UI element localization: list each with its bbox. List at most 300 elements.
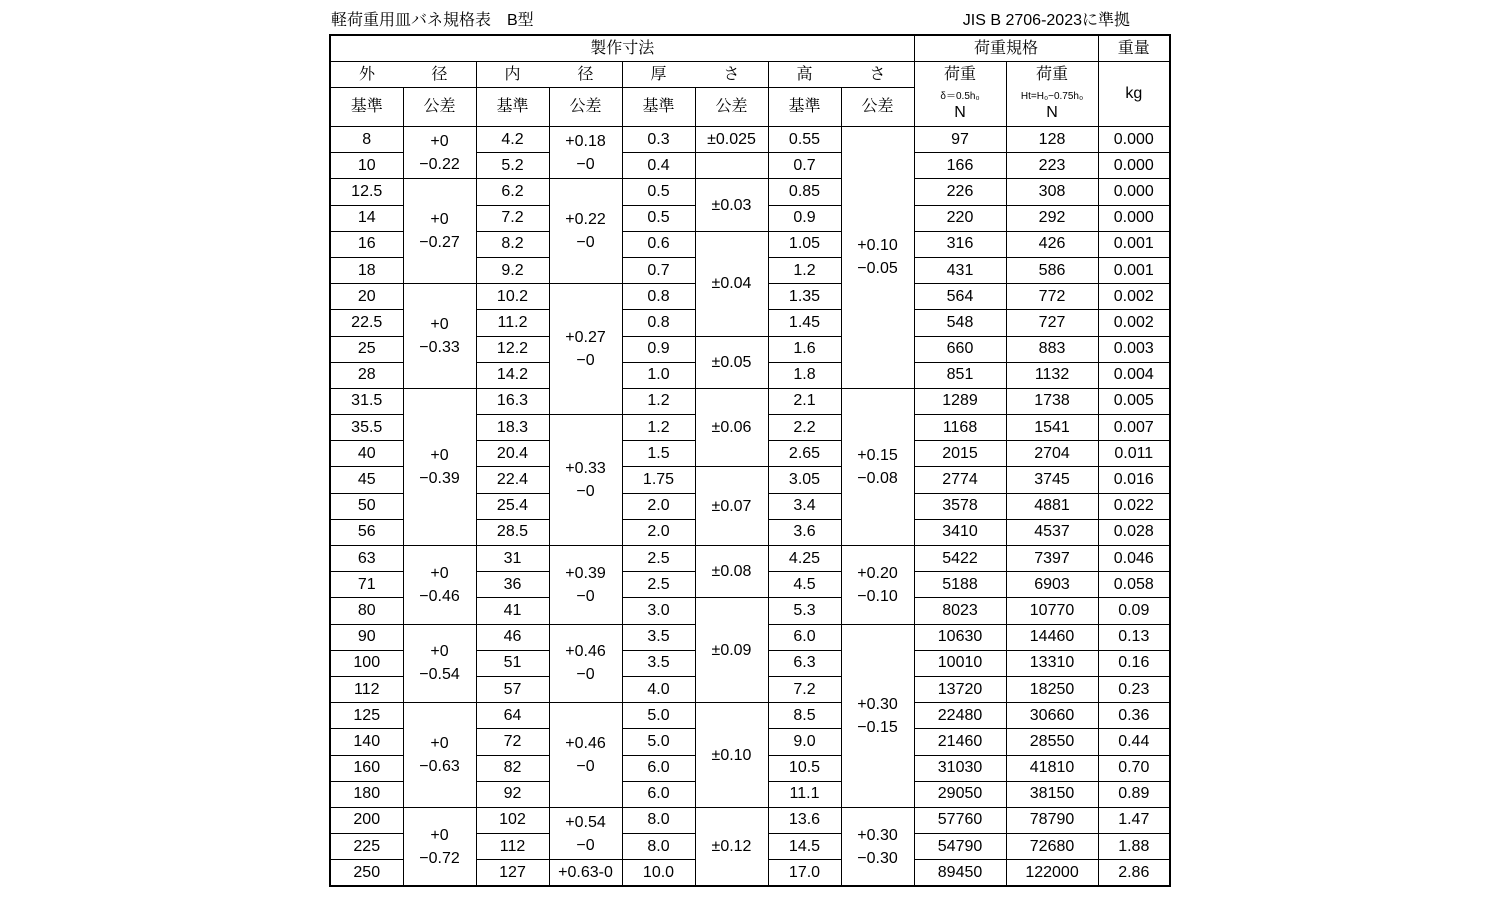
h-tolerance-value: +0.30: [857, 826, 898, 844]
load2-unit: N: [1046, 103, 1058, 121]
thickness-value: 8.0: [622, 834, 695, 860]
od-tolerance-value: +0: [430, 316, 449, 333]
id-tolerance-value: −0: [576, 352, 595, 370]
weight-value: 0.046: [1098, 546, 1170, 572]
height-value: 2.2: [768, 415, 841, 441]
id-tolerance-value: +0.33: [565, 460, 606, 478]
height-value: 14.5: [768, 834, 841, 860]
load1-value: 13720: [914, 676, 1006, 702]
outer-diameter-value: 50: [330, 493, 403, 519]
thickness-value: 1.2: [622, 388, 695, 414]
od-basis-header: 基準: [330, 88, 403, 127]
weight-value: 0.000: [1098, 205, 1170, 231]
thickness-value: 2.5: [622, 572, 695, 598]
t-tolerance-value: ±0.07: [711, 497, 752, 515]
t-tolerance-value: ±0.08: [711, 563, 752, 581]
od-tolerance-value: +0: [430, 643, 449, 661]
load2-value: 2704: [1006, 441, 1098, 467]
inner-diameter-value: 102: [476, 807, 549, 833]
h-basis-header: 基準: [768, 88, 841, 127]
outer-diameter-value: 100: [330, 650, 403, 676]
thickness-value: 2.5: [622, 546, 695, 572]
header-row-3: [330, 88, 1170, 127]
t-tolerance-value: ±0.10: [711, 746, 752, 764]
weight-value: 1.47: [1098, 807, 1170, 833]
inner-diameter-value: 36: [476, 572, 549, 598]
inner-diameter-value: 16.3: [476, 388, 549, 414]
load2-value: 78790: [1006, 807, 1098, 833]
table-title: 軽荷重用皿バネ規格表 B型: [331, 12, 534, 29]
id-tolerance-value: −0: [576, 758, 595, 775]
t-tolerance-cell: [695, 546, 768, 598]
height-value: 3.4: [768, 493, 841, 519]
h-tolerance-cell: [841, 546, 914, 625]
id-tolerance-value: +0.46: [565, 643, 606, 661]
height-value: 0.55: [768, 127, 841, 153]
outer-diameter-value: 125: [330, 703, 403, 729]
height-value: 0.85: [768, 179, 841, 205]
weight-value: 0.23: [1098, 676, 1170, 702]
load1-value: 166: [914, 153, 1006, 179]
load1-condition-cell: [914, 88, 1006, 127]
h-tolerance-value: +0.10: [857, 237, 898, 255]
id-tolerance-value: −0: [576, 666, 595, 684]
inner-diameter-value: 57: [476, 676, 549, 702]
thickness-value: 10.0: [622, 860, 695, 887]
height-value: 6.3: [768, 650, 841, 676]
load1-value: 5188: [914, 572, 1006, 598]
weight-value: 0.000: [1098, 127, 1170, 153]
inner-diameter-value: 12.2: [476, 336, 549, 362]
outer-diameter-value: 63: [330, 546, 403, 572]
weight-value: 0.004: [1098, 362, 1170, 388]
od-tolerance-value: −0.39: [419, 469, 460, 487]
t-tolerance-cell: [695, 153, 768, 179]
weight-value: 0.70: [1098, 755, 1170, 781]
id-basis-header: 基準: [476, 88, 549, 127]
od-tolerance-value: −0.54: [419, 666, 460, 684]
load2-value: 586: [1006, 257, 1098, 283]
load2-value: 1541: [1006, 415, 1098, 441]
inner-diameter-value: 11.2: [476, 310, 549, 336]
load1-value: 431: [914, 257, 1006, 283]
weight-unit: kg: [1098, 62, 1170, 127]
load2-value: 122000: [1006, 860, 1098, 887]
weight-value: 0.016: [1098, 467, 1170, 493]
weight-value: 0.16: [1098, 650, 1170, 676]
inner-diameter-value: 64: [476, 703, 549, 729]
height-value: 3.6: [768, 519, 841, 545]
thickness-value: 0.6: [622, 231, 695, 257]
inner-diameter-value: 9.2: [476, 257, 549, 283]
inner-diameter-header: 内 径: [476, 62, 622, 88]
height-value: 13.6: [768, 807, 841, 833]
t-tolerance-cell: [695, 127, 768, 153]
id-tolerance-value: +0.46: [565, 735, 606, 752]
inner-diameter-value: 7.2: [476, 205, 549, 231]
h-tolerance-value: +0.20: [857, 564, 898, 582]
id-tolerance-cell: [549, 284, 622, 415]
height-value: 9.0: [768, 729, 841, 755]
load1-unit: N: [954, 103, 966, 121]
load2-value: 18250: [1006, 676, 1098, 702]
t-tolerance-cell: [695, 703, 768, 808]
height-value: 1.45: [768, 310, 841, 336]
t-tolerance-cell: [695, 807, 768, 886]
t-tolerance-cell: [695, 467, 768, 546]
load2-value: 30660: [1006, 703, 1098, 729]
outer-diameter-value: 8: [330, 127, 403, 153]
thickness-header: 厚 さ: [622, 62, 768, 88]
od-tolerance-value: −0.33: [419, 339, 460, 356]
id-tolerance-value: +0.22: [565, 211, 606, 229]
h-tolerance-cell: [841, 388, 914, 545]
weight-value: 0.13: [1098, 624, 1170, 650]
h-tolerance-value: −0.08: [857, 469, 898, 487]
h-tolerance-cell: [841, 624, 914, 807]
outer-diameter-value: 22.5: [330, 310, 403, 336]
od-tolerance-cell: [403, 388, 476, 545]
load1-value: 21460: [914, 729, 1006, 755]
height-value: 1.6: [768, 336, 841, 362]
load2-value: 4537: [1006, 519, 1098, 545]
height-value: 10.5: [768, 755, 841, 781]
inner-diameter-value: 112: [476, 834, 549, 860]
od-tolerance-value: +0: [430, 132, 449, 150]
outer-diameter-value: 18: [330, 257, 403, 283]
load2-header: 荷重: [1006, 62, 1098, 88]
thickness-value: 2.0: [622, 493, 695, 519]
inner-diameter-value: 31: [476, 546, 549, 572]
h-tolerance-value: +0.30: [857, 695, 898, 713]
height-header: 高 さ: [768, 62, 914, 88]
load2-value: 223: [1006, 153, 1098, 179]
id-tolerance-value: +0.27: [565, 329, 606, 347]
t-tolerance-cell: [695, 336, 768, 388]
thickness-value: 0.7: [622, 257, 695, 283]
height-value: 17.0: [768, 860, 841, 887]
outer-diameter-value: 40: [330, 441, 403, 467]
load1-value: 10630: [914, 624, 1006, 650]
weight-value: 0.028: [1098, 519, 1170, 545]
inner-diameter-value: 127: [476, 860, 549, 887]
load2-value: 28550: [1006, 729, 1098, 755]
outer-diameter-value: 140: [330, 729, 403, 755]
outer-diameter-value: 45: [330, 467, 403, 493]
load1-value: 3578: [914, 493, 1006, 519]
height-value: 1.35: [768, 284, 841, 310]
od-tolerance-value: +0: [430, 211, 449, 229]
thickness-value: 1.0: [622, 362, 695, 388]
outer-diameter-value: 25: [330, 336, 403, 362]
t-basis-header: 基準: [622, 88, 695, 127]
inner-diameter-value: 14.2: [476, 362, 549, 388]
od-tolerance-value: +0: [430, 826, 449, 844]
weight-value: 0.002: [1098, 310, 1170, 336]
inner-diameter-value: 82: [476, 755, 549, 781]
inner-diameter-value: 22.4: [476, 467, 549, 493]
height-value: 3.05: [768, 467, 841, 493]
thickness-value: 1.75: [622, 467, 695, 493]
load2-value: 883: [1006, 336, 1098, 362]
manufacturing-dims-header: 製作寸法: [330, 35, 914, 62]
thickness-value: 0.8: [622, 310, 695, 336]
table-row: [330, 703, 1170, 729]
id-tolerance-value: −0: [576, 234, 595, 252]
weight-value: 0.44: [1098, 729, 1170, 755]
t-tolerance-header: 公差: [695, 88, 768, 127]
inner-diameter-value: 8.2: [476, 231, 549, 257]
load2-value: 13310: [1006, 650, 1098, 676]
load2-value: 38150: [1006, 781, 1098, 807]
outer-diameter-value: 31.5: [330, 388, 403, 414]
standard-reference: JIS B 2706-2023に準拠: [962, 12, 1130, 29]
outer-diameter-value: 112: [330, 676, 403, 702]
t-tolerance-value: ±0.03: [711, 196, 752, 214]
thickness-value: 3.5: [622, 624, 695, 650]
od-tolerance-value: −0.22: [419, 155, 460, 173]
weight-value: 0.000: [1098, 179, 1170, 205]
table-row: [330, 807, 1170, 833]
table-row: [330, 546, 1170, 572]
thickness-value: 0.8: [622, 284, 695, 310]
inner-diameter-value: 5.2: [476, 153, 549, 179]
inner-diameter-value: 6.2: [476, 179, 549, 205]
outer-diameter-header: 外 径: [330, 62, 476, 88]
h-tolerance-cell: [841, 807, 914, 886]
id-tolerance-value: +0.63-0: [558, 864, 613, 882]
weight-value: 0.058: [1098, 572, 1170, 598]
inner-diameter-value: 25.4: [476, 493, 549, 519]
load1-value: 22480: [914, 703, 1006, 729]
thickness-value: 0.5: [622, 205, 695, 231]
t-tolerance-value: ±0.06: [711, 419, 752, 437]
id-tolerance-value: −0: [576, 836, 595, 854]
load2-value: 3745: [1006, 467, 1098, 493]
weight-value: 0.007: [1098, 415, 1170, 441]
outer-diameter-value: 71: [330, 572, 403, 598]
load2-value: 6903: [1006, 572, 1098, 598]
load2-condition: Ht=H₀−0.75h₀: [1020, 90, 1084, 102]
od-tolerance-cell: [403, 703, 476, 808]
t-tolerance-value: ±0.12: [711, 838, 752, 856]
thickness-value: 5.0: [622, 703, 695, 729]
od-tolerance-cell: [403, 624, 476, 703]
height-value: 8.5: [768, 703, 841, 729]
h-tolerance-value: +0.15: [857, 446, 898, 464]
load2-value: 426: [1006, 231, 1098, 257]
load1-value: 660: [914, 336, 1006, 362]
load2-value: 10770: [1006, 598, 1098, 624]
id-tolerance-cell: [549, 703, 622, 808]
weight-value: 0.011: [1098, 441, 1170, 467]
thickness-value: 1.5: [622, 441, 695, 467]
outer-diameter-value: 16: [330, 231, 403, 257]
load1-value: 1289: [914, 388, 1006, 414]
weight-value: 0.002: [1098, 284, 1170, 310]
t-tolerance-cell: [695, 598, 768, 703]
id-tolerance-cell: [549, 860, 622, 887]
thickness-value: 1.2: [622, 415, 695, 441]
od-tolerance-value: −0.63: [419, 758, 460, 775]
weight-value: 0.003: [1098, 336, 1170, 362]
id-tolerance-value: +0.39: [565, 564, 606, 582]
load1-value: 548: [914, 310, 1006, 336]
inner-diameter-value: 46: [476, 624, 549, 650]
load-spec-header: 荷重規格: [914, 35, 1098, 62]
load2-value: 772: [1006, 284, 1098, 310]
t-tolerance-value: ±0.05: [711, 353, 752, 371]
t-tolerance-value: ±0.09: [711, 641, 752, 659]
inner-diameter-value: 92: [476, 781, 549, 807]
load1-value: 97: [914, 127, 1006, 153]
t-tolerance-cell: [695, 179, 768, 231]
weight-value: 0.005: [1098, 388, 1170, 414]
inner-diameter-value: 18.3: [476, 415, 549, 441]
od-tolerance-value: −0.27: [419, 234, 460, 252]
load1-value: 316: [914, 231, 1006, 257]
load1-value: 226: [914, 179, 1006, 205]
load1-value: 564: [914, 284, 1006, 310]
height-value: 2.1: [768, 388, 841, 414]
id-tolerance-cell: [549, 546, 622, 625]
id-tolerance-header: 公差: [549, 88, 622, 127]
load1-value: 89450: [914, 860, 1006, 887]
t-tolerance-value: ±0.025: [707, 131, 756, 149]
t-tolerance-cell: [695, 388, 768, 467]
outer-diameter-value: 12.5: [330, 179, 403, 205]
load1-value: 31030: [914, 755, 1006, 781]
weight-value: 0.09: [1098, 598, 1170, 624]
load2-value: 72680: [1006, 834, 1098, 860]
outer-diameter-value: 20: [330, 284, 403, 310]
height-value: 5.3: [768, 598, 841, 624]
load1-condition: δ＝0.5h₀: [940, 90, 980, 102]
load2-value: 7397: [1006, 546, 1098, 572]
id-tolerance-value: −0: [576, 587, 595, 605]
load2-condition-cell: [1006, 88, 1098, 127]
load2-value: 41810: [1006, 755, 1098, 781]
load2-value: 1738: [1006, 388, 1098, 414]
outer-diameter-value: 80: [330, 598, 403, 624]
height-value: 7.2: [768, 676, 841, 702]
h-tolerance-value: −0.30: [857, 849, 898, 867]
id-tolerance-cell: [549, 807, 622, 859]
inner-diameter-value: 51: [476, 650, 549, 676]
load2-value: 14460: [1006, 624, 1098, 650]
header-row-1: [330, 35, 1170, 62]
load1-value: 57760: [914, 807, 1006, 833]
id-tolerance-value: +0.54: [565, 813, 606, 831]
spring-spec-table: [329, 34, 1171, 887]
od-tolerance-value: +0: [430, 564, 449, 582]
id-tolerance-cell: [549, 179, 622, 284]
outer-diameter-value: 28: [330, 362, 403, 388]
load1-value: 8023: [914, 598, 1006, 624]
outer-diameter-value: 225: [330, 834, 403, 860]
thickness-value: 0.5: [622, 179, 695, 205]
thickness-value: 4.0: [622, 676, 695, 702]
height-value: 0.9: [768, 205, 841, 231]
height-value: 1.2: [768, 257, 841, 283]
height-value: 4.25: [768, 546, 841, 572]
thickness-value: 0.4: [622, 153, 695, 179]
od-tolerance-cell: [403, 179, 476, 284]
table-row: [330, 127, 1170, 153]
h-tolerance-value: −0.15: [857, 718, 898, 736]
thickness-value: 5.0: [622, 729, 695, 755]
outer-diameter-value: 200: [330, 807, 403, 833]
od-tolerance-value: −0.72: [419, 849, 460, 867]
height-value: 1.05: [768, 231, 841, 257]
load1-value: 5422: [914, 546, 1006, 572]
weight-value: 0.89: [1098, 781, 1170, 807]
weight-value: 1.88: [1098, 834, 1170, 860]
outer-diameter-value: 160: [330, 755, 403, 781]
outer-diameter-value: 14: [330, 205, 403, 231]
id-tolerance-cell: [549, 415, 622, 546]
id-tolerance-cell: [549, 127, 622, 179]
outer-diameter-value: 90: [330, 624, 403, 650]
thickness-value: 3.5: [622, 650, 695, 676]
load2-value: 128: [1006, 127, 1098, 153]
outer-diameter-value: 56: [330, 519, 403, 545]
height-value: 6.0: [768, 624, 841, 650]
id-tolerance-value: +0.18: [565, 132, 606, 150]
load2-value: 727: [1006, 310, 1098, 336]
od-tolerance-cell: [403, 127, 476, 179]
load1-value: 2774: [914, 467, 1006, 493]
table-row: [330, 388, 1170, 414]
thickness-value: 0.3: [622, 127, 695, 153]
h-tolerance-header: 公差: [841, 88, 914, 127]
load1-value: 54790: [914, 834, 1006, 860]
inner-diameter-value: 20.4: [476, 441, 549, 467]
load1-value: 1168: [914, 415, 1006, 441]
outer-diameter-value: 180: [330, 781, 403, 807]
weight-value: 0.022: [1098, 493, 1170, 519]
inner-diameter-value: 10.2: [476, 284, 549, 310]
id-tolerance-value: −0: [576, 483, 595, 501]
load2-value: 4881: [1006, 493, 1098, 519]
outer-diameter-value: 250: [330, 860, 403, 887]
thickness-value: 8.0: [622, 807, 695, 833]
inner-diameter-value: 72: [476, 729, 549, 755]
id-tolerance-cell: [549, 624, 622, 703]
load1-value: 2015: [914, 441, 1006, 467]
weight-value: 0.000: [1098, 153, 1170, 179]
weight-value: 0.001: [1098, 257, 1170, 283]
load1-value: 3410: [914, 519, 1006, 545]
od-tolerance-header: 公差: [403, 88, 476, 127]
od-tolerance-cell: [403, 284, 476, 389]
load2-value: 1132: [1006, 362, 1098, 388]
od-tolerance-value: +0: [430, 446, 449, 464]
t-tolerance-value: ±0.04: [711, 275, 752, 293]
inner-diameter-value: 28.5: [476, 519, 549, 545]
thickness-value: 3.0: [622, 598, 695, 624]
thickness-value: 0.9: [622, 336, 695, 362]
id-tolerance-value: −0: [576, 155, 595, 173]
height-value: 11.1: [768, 781, 841, 807]
inner-diameter-value: 41: [476, 598, 549, 624]
weight-value: 0.001: [1098, 231, 1170, 257]
weight-value: 0.36: [1098, 703, 1170, 729]
outer-diameter-value: 10: [330, 153, 403, 179]
header-row-2: [330, 62, 1170, 88]
weight-value: 2.86: [1098, 860, 1170, 887]
od-tolerance-cell: [403, 546, 476, 625]
